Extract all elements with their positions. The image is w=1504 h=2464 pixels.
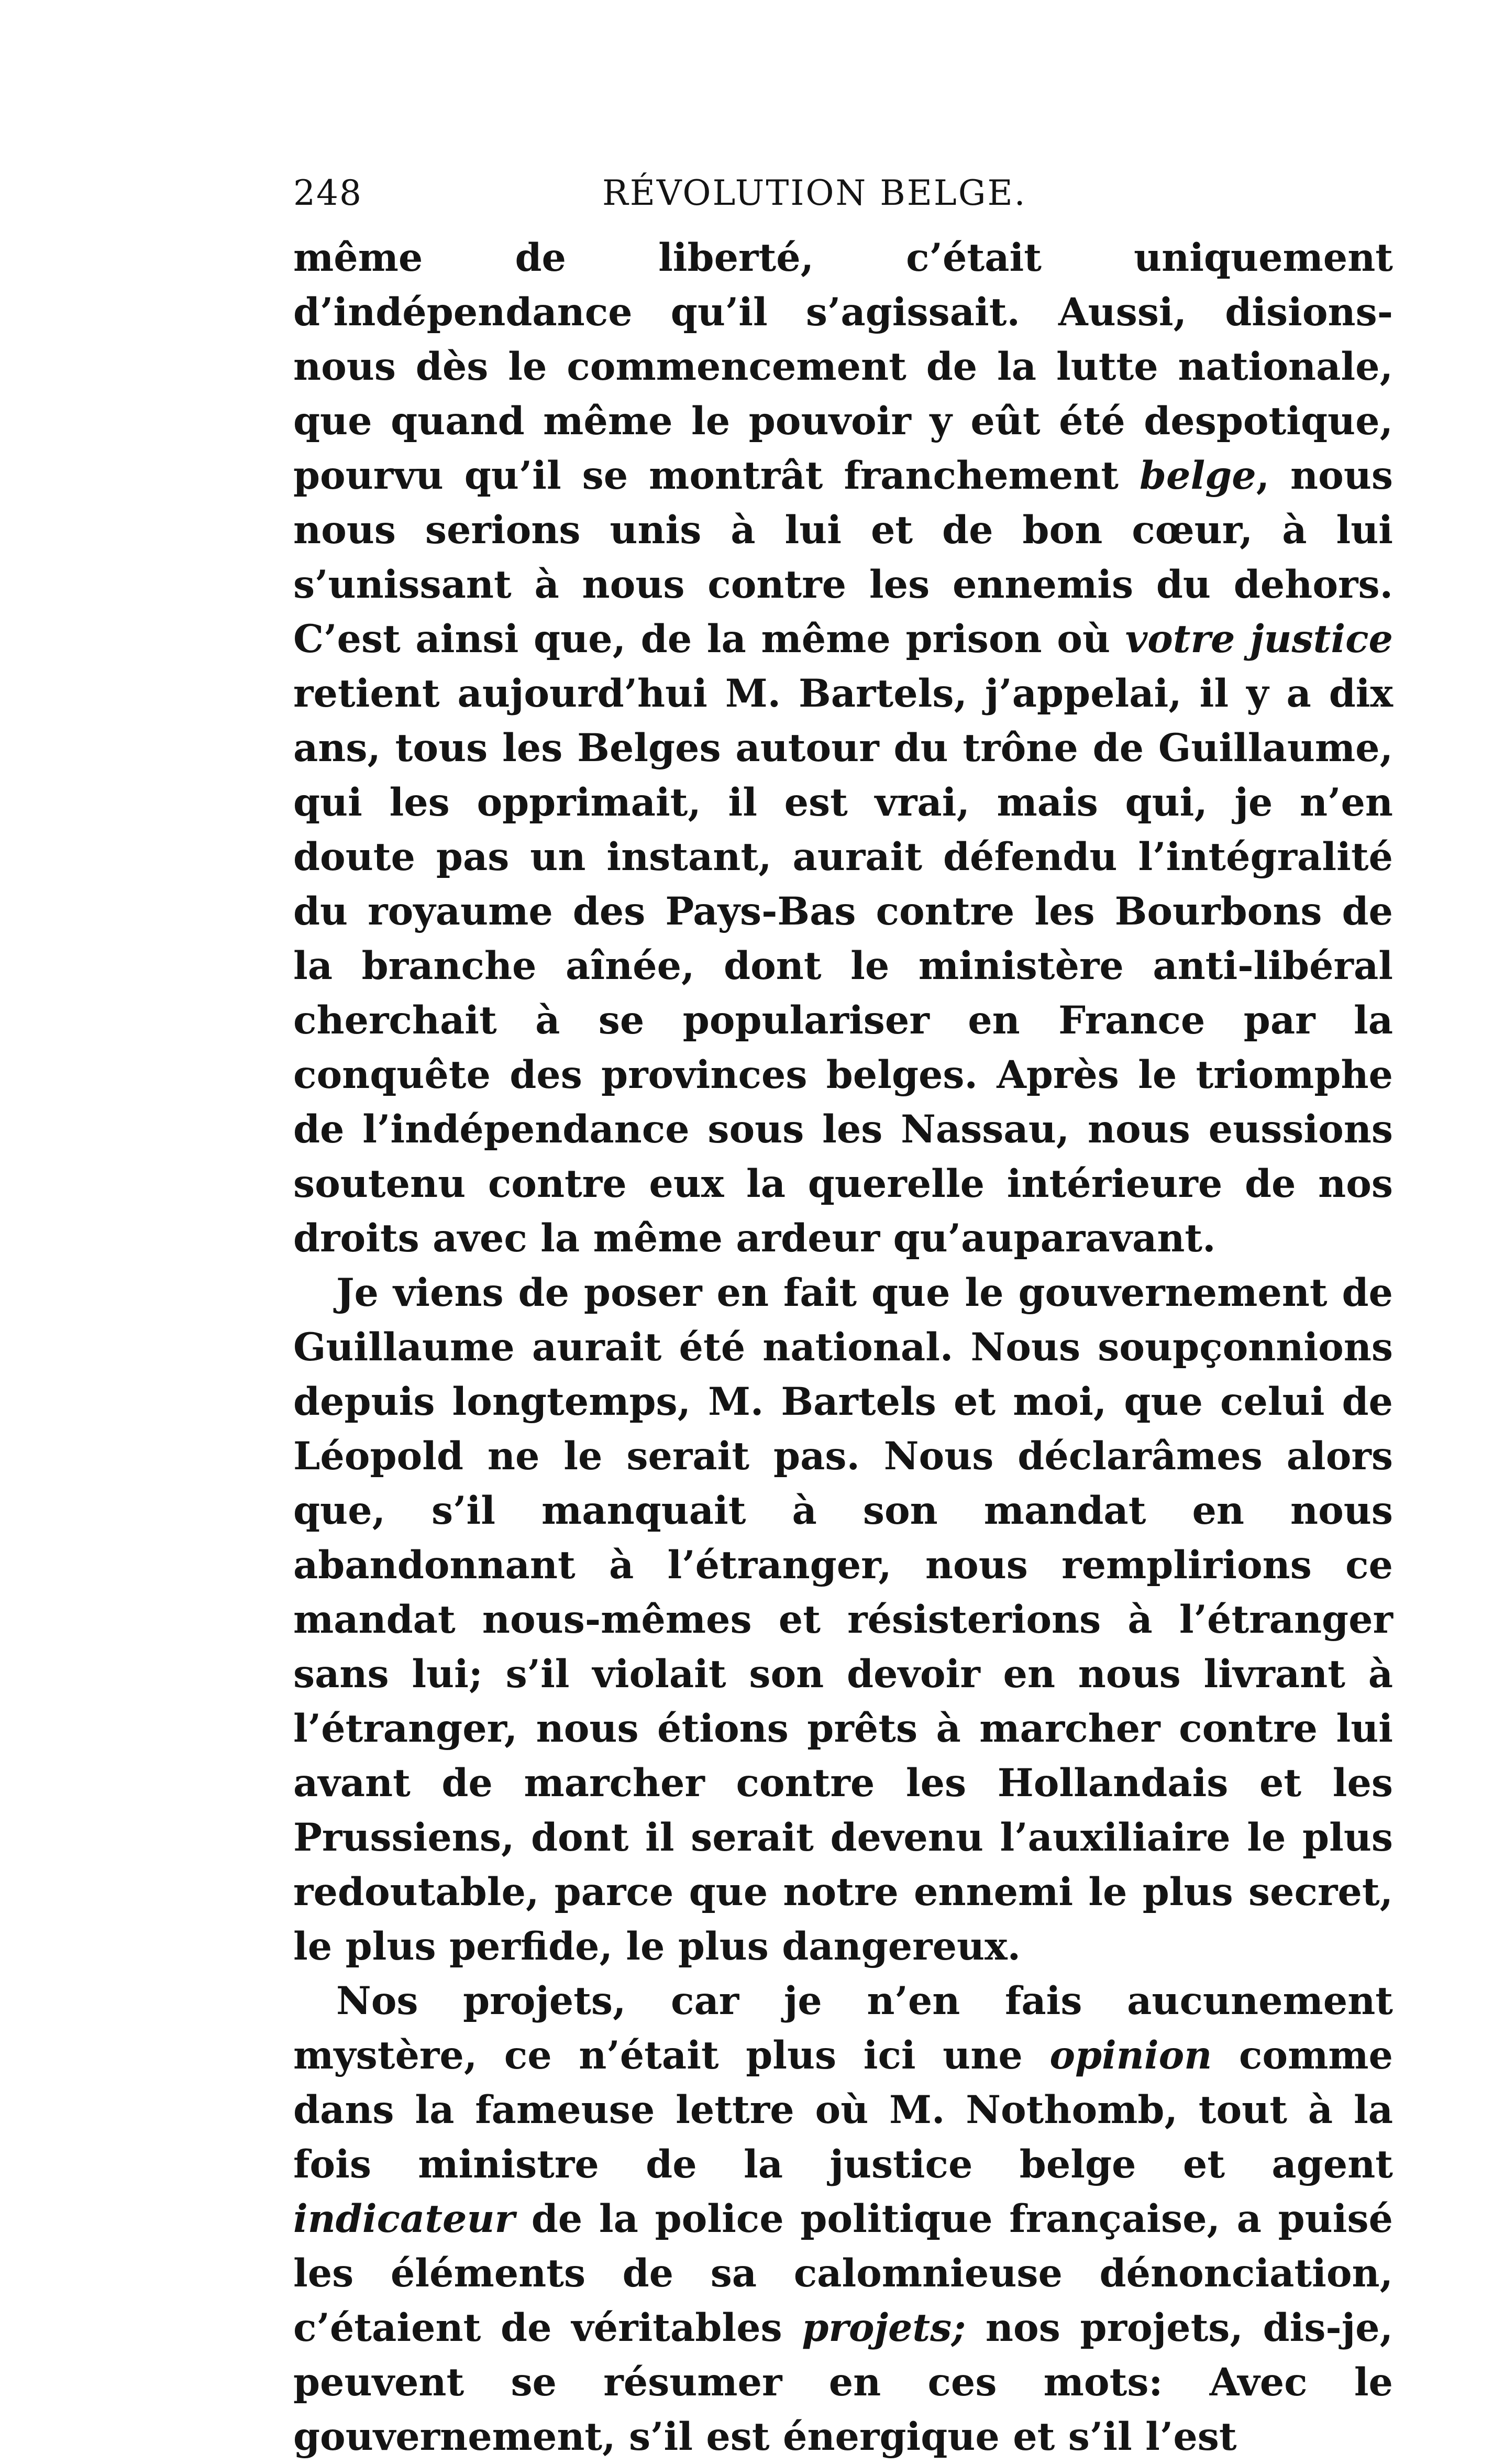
italic-text: indicateur <box>293 2196 515 2241</box>
italic-text: projets; <box>802 2305 966 2350</box>
paragraph <box>293 1974 1393 2464</box>
page-number: 248 <box>293 173 362 213</box>
italic-text: opinion <box>1049 2033 1212 2078</box>
paragraph-text: Nos projets, car je n’en fais aucunement mystère, ce n’était plus ici une <box>293 1978 1393 2078</box>
paragraph-text: nos projets, dis-je, peuvent se résumer en ces mots: Avec le gouvernement, s’il est énergique et s’il l’est <box>293 2305 1393 2459</box>
paragraph-text: comme dans la fameuse lettre où M. Nothomb, tout à la fois ministre de la justice belge et agent <box>293 2033 1393 2187</box>
running-title: RÉVOLUTION BELGE. <box>602 173 1027 213</box>
italic-text: votre justice <box>1125 617 1394 662</box>
paragraph-text: Je viens de poser en fait que le gouvernement de Guillaume aurait été national. Nous soupçonnions depuis longtemps, M. Bartels et moi, que celui de Léopold ne le serait pas. Nous déclarâmes alors que, s’il manquait à son mandat en nous abandonnant à l’étranger, nous remplirions ce mandat nous-mêmes et résisterions à l’étranger sans lui; s’il violait son devoir en nous livrant à l’étranger, nous étions prêts à marcher contre lui avant de marcher contre les Hollandais et les Prussiens, dont il serait devenu l’auxiliaire le plus redoutable, parce que notre ennemi le plus secret, le plus perfide, le plus dangereux. <box>293 1270 1393 1969</box>
page-header <box>293 173 1393 230</box>
paragraph <box>293 1266 1393 1974</box>
paragraph-text: de la police politique française, a puisé les éléments de sa calomnieuse dénonciation, c’étaient de véritables <box>293 2196 1393 2350</box>
paragraph-text: , nous nous serions unis à lui et de bon cœur, à lui s’unissant à nous contre les ennemis du dehors. C’est ainsi que, de la même prison où <box>293 453 1393 662</box>
paragraph-text: retient aujourd’hui M. Bartels, j’appelai, il y a dix ans, tous les Belges autour du trône de Guillaume, qui les opprimait, il est vrai, mais qui, je n’en doute pas un instant, aurait défendu l’intégralité du royaume des Pays-Bas contre les Bourbons de la branche aînée, dont le ministère anti-libéral cherchait à se populariser en France par la conquête des provinces belges. Après le triomphe de l’indépendance sous les Nassau, nous eussions soutenu contre eux la querelle intérieure de nos droits avec la même ardeur qu’auparavant. <box>293 671 1393 1261</box>
book-page <box>293 173 1393 2464</box>
paragraph <box>293 230 1393 1266</box>
paragraph-text: même de liberté, c’était uniquement d’indépendance qu’il s’agissait. Aussi, disions-nous dès le commencement de la lutte nationale, que quand même le pouvoir y eût été despotique, pourvu qu’il se montrât franchement <box>293 235 1393 498</box>
italic-text: belge <box>1139 453 1256 498</box>
body-text <box>293 230 1393 2464</box>
